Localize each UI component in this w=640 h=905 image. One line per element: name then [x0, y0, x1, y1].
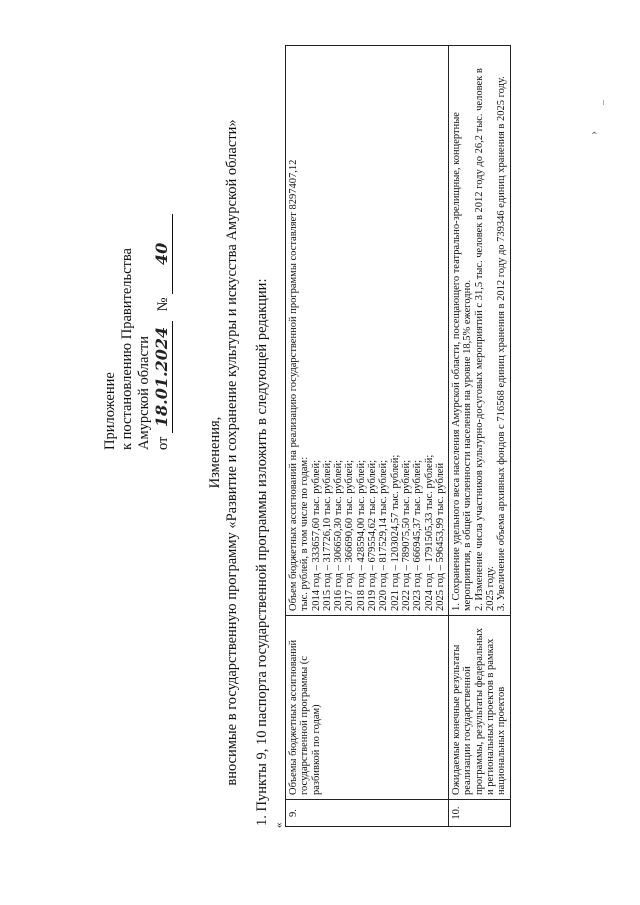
content-line: 2019 год – 679554,62 тыс. рублей; — [367, 459, 379, 611]
row-number: 9. — [286, 800, 449, 827]
margin-mark: – — [598, 100, 609, 105]
content-line: 2025 год – 596453,99 тыс. рублей — [434, 462, 446, 611]
content-line: 2024 год – 1791505,33 тыс. рублей; — [423, 454, 435, 611]
content-line: тыс. рублей, в том числе по годам: — [299, 456, 311, 611]
margin-mark: › — [586, 131, 600, 135]
content-line: 2023 год – 666945,37 тыс. рублей; — [412, 459, 424, 611]
intro-paragraph: 1. Пункты 9, 10 паспорта государственной программы изложить в следующей редакции: — [254, 278, 270, 826]
passport-table — [285, 45, 511, 827]
row-name: Ожидаемые конечные результаты реализации государственной программы, результаты федеральных и региональных проектов в рамках национальных проектов — [449, 616, 510, 800]
appendix-block — [102, 214, 173, 450]
document-title: Изменения, — [207, 416, 223, 489]
appendix-resolution-line: к постановлению Правительства — [119, 248, 135, 450]
content-line: 2020 год – 817529,14 тыс. рублей; — [378, 459, 390, 611]
content-line: 2016 год – 306650,30 тыс. рублей; — [333, 459, 345, 611]
content-line: 2015 год – 317726,10 тыс. рублей; — [321, 459, 333, 611]
content-line: 2017 год – 366690,60 тыс. рублей; — [344, 459, 356, 611]
content-line: 2018 год – 428594,00 тыс. рублей; — [355, 459, 367, 611]
handwritten-date: 18.01.2024 — [152, 326, 171, 428]
number-field — [153, 214, 173, 294]
appendix-region-line: Амурской области — [136, 336, 152, 450]
row-number: 10. — [449, 800, 510, 827]
table-row — [449, 46, 510, 827]
table-row — [286, 46, 449, 827]
document-subtitle: вносимые в государственную программу «Развитие и сохранение культуры и искусства Амурской области» — [224, 119, 240, 786]
from-label: от — [155, 436, 171, 450]
content-line: 2014 год – 333657,60 тыс. рублей; — [310, 459, 322, 611]
content-line: 2022 год – 789075,50 тыс. рублей; — [400, 459, 412, 611]
row-content — [449, 46, 510, 616]
row-name: Объемы бюджетных ассигнований государственной программы (с разбивкой по годам) — [286, 616, 449, 800]
row-content — [286, 46, 449, 616]
number-label: № — [155, 297, 171, 312]
content-line: 2021 год – 1203024,57 тыс. рублей; — [389, 454, 401, 611]
date-field — [153, 321, 173, 433]
content-paragraph: 2. Изменение числа участников культурно-досуговых мероприятий с 31,5 тыс. человек в 2012 году до 26,2 тыс. человек в 2025 году. — [473, 68, 497, 611]
appendix-heading: Приложение — [102, 372, 118, 450]
content-paragraph: 1. Сохранение удельного веса населения Амурской области, посещающего театрально-зрелищные, концертные мероприятия, в общей численности населения на уровне 18,5% ежегодно. — [451, 112, 474, 611]
content-paragraph: 3. Увеличение объема архивных фондов с 716568 единиц хранения в 2012 году до 739346 единиц хранения в 2025 году. — [496, 76, 508, 611]
handwritten-number: 40 — [152, 242, 171, 266]
content-line: Объем бюджетных ассигнований на реализацию государственной программы составляет 8297407,12 — [288, 159, 299, 611]
appendix-date-number-line — [153, 214, 173, 450]
opening-quote-mark: « — [273, 822, 285, 828]
